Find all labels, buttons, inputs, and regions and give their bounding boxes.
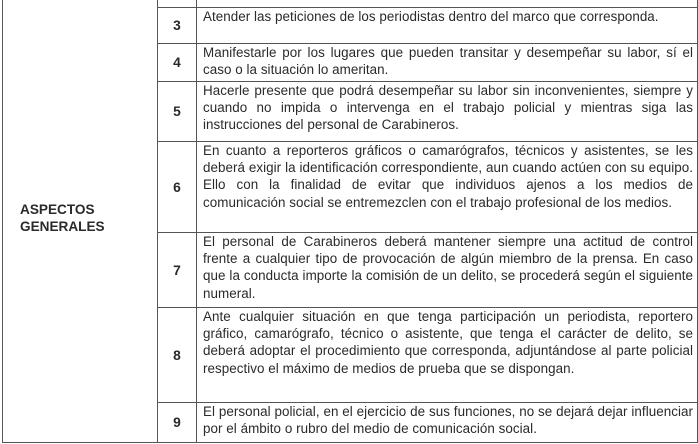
- row-number: 5: [158, 82, 197, 142]
- row-text: Manifestarle por los lugares que pueden transitar y desempeñar su labor, sí el caso o la situación lo ameritan.: [197, 44, 698, 82]
- row-text: Atender las peticiones de los periodistas dentro del marco que corresponda.: [197, 8, 698, 44]
- row-number: 6: [158, 142, 197, 233]
- row-number: 9: [158, 403, 197, 443]
- row-number: [158, 0, 197, 8]
- row-text: En cuanto a reporteros gráficos o camarógrafos, técnicos y asistentes, se les deberá exigir la identificación correspondiente, aun cuando actúen con su equipo. Ello con la finalidad de evitar que individuos ajenos a los medios de comunicación social se entremezclen con el trabajo profesional de los medios.: [197, 142, 698, 233]
- row-text: [197, 0, 698, 8]
- row-text: El personal de Carabineros deberá mantener siempre una actitud de control frente a cualquier tipo de provocación de algún miembro de la prensa. En caso que la conducta importe la comisión de un delito, se procederá según el siguiente numeral.: [197, 233, 698, 308]
- row-number: 8: [158, 308, 197, 403]
- table-row: [3, 0, 698, 8]
- section-heading: [3, 0, 158, 443]
- row-text: Ante cualquier situación en que tenga participación un periodista, reportero gráfico, camarógrafo, técnico o asistente, que tenga el carácter de delito, se deberá adoptar el procedimiento que corresponda, adjuntándose al parte policial respectivo el máximo de medios de prueba que se dispongan.: [197, 308, 698, 403]
- section-label-line-2: GENERALES: [20, 219, 105, 234]
- procedures-table: [2, 0, 698, 443]
- row-text: Hacerle presente que podrá desempeñar su labor sin inconvenientes, siempre y cuando no impida o intervenga en el trabajo policial y mientras siga las instrucciones del personal de Carabineros.: [197, 82, 698, 142]
- row-text: El personal policial, en el ejercicio de sus funciones, no se dejará dejar influenciar por el ámbito o rubro del medio de comunicación social.: [197, 403, 698, 443]
- row-number: 7: [158, 233, 197, 308]
- section-label-line-1: ASPECTOS: [20, 202, 95, 217]
- row-number: 4: [158, 44, 197, 82]
- row-number: 3: [158, 8, 197, 44]
